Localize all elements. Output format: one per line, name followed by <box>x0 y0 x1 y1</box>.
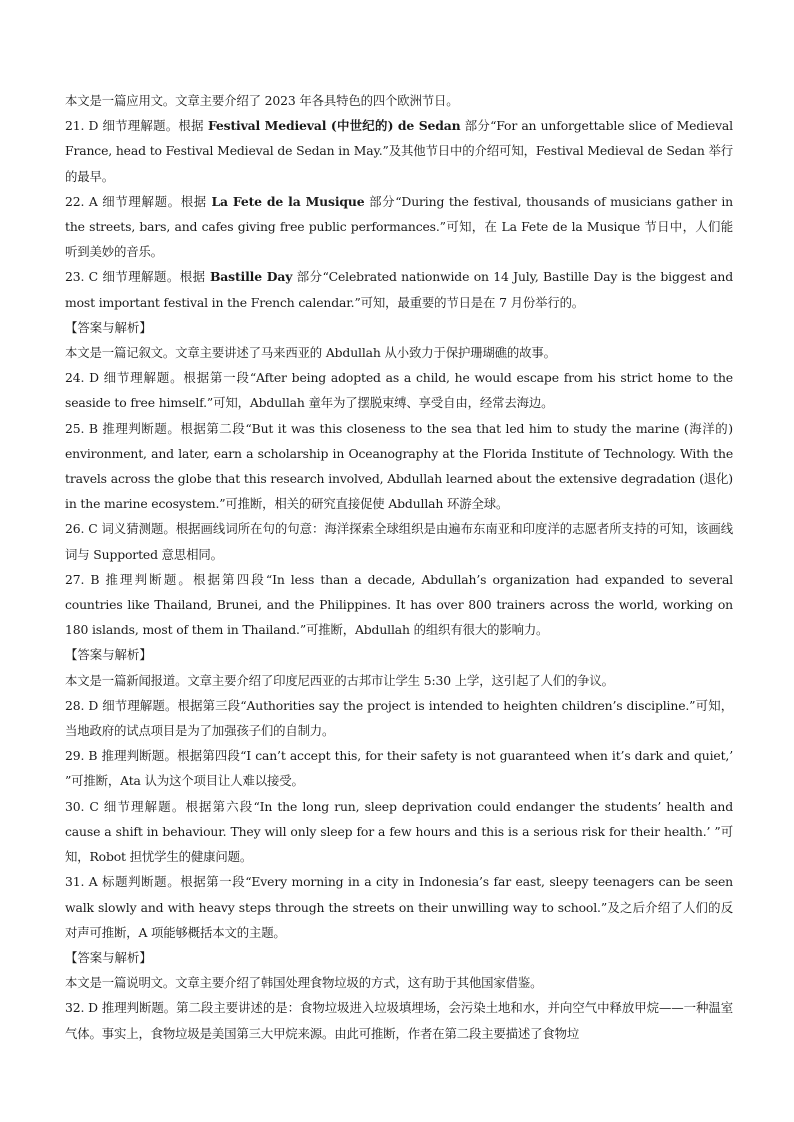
section-title-bold: La Fete de la Musique <box>211 193 365 209</box>
text-segment: 26. C 词义猜测题。根据画线词所在句的句意：海洋探索全球组织是由遍布东南亚和印度洋的志愿者所支持的可知，该画线词与 Supported 意思相同。 <box>65 521 733 562</box>
answer-paragraph <box>65 189 733 265</box>
text-segment: 31. A 标题判断题。根据第一段“Every morning in a city in Indonesia’s far east, sleepy teenagers can be seen walk slowly and with heavy steps through the streets on their unwilling way to school.”及之后介绍了人们的反对声可推断，A 项能够概括本文的主题。 <box>65 874 733 940</box>
text-segment: 本文是一篇记叙文。文章主要讲述了马来西亚的 Abdullah 从小致力于保护珊瑚礁的故事。 <box>65 345 556 361</box>
answer-paragraph <box>65 365 733 415</box>
section-heading <box>65 315 733 340</box>
answer-paragraph <box>65 693 733 743</box>
text-segment: 21. D 细节理解题。根据 <box>65 118 208 134</box>
text-segment: 本文是一篇应用文。文章主要介绍了 2023 年各具特色的四个欧洲节日。 <box>65 93 459 108</box>
text-segment: 本文是一篇说明文。文章主要介绍了韩国处理食物垃圾的方式，这有助于其他国家借鉴。 <box>65 975 543 991</box>
answer-paragraph <box>65 340 733 365</box>
answer-paragraph <box>65 264 733 314</box>
text-segment: 27. B 推理判断题。根据第四段“In less than a decade, Abdullah’s organization had expanded to several countries like Thailand, Brunei, and the Philippines. It has over 800 trainers across the world, working on 180 islands, most of them in Thailand.”可推断，Abdullah 的组织有很大的影响力。 <box>65 571 733 638</box>
answer-paragraph <box>65 794 733 870</box>
text-segment: 30. C 细节理解题。根据第六段“In the long run, sleep deprivation could endanger the students’ health and cause a shift in behaviour. They will only sleep for a few hours and this is a serious risk for their health.’ ”可知，Robot 担忧学生的健康问题。 <box>65 798 733 865</box>
section-title-bold: Festival Medieval (中世纪的) de Sedan <box>207 118 461 134</box>
text-segment: 【答案与解析】 <box>65 319 152 335</box>
section-heading <box>65 642 733 667</box>
text-segment: 32. D 推理判断题。第二段主要讲述的是：食物垃圾进入垃圾填埋场，会污染土地和水，并向空气中释放甲烷——一种温室气体。事实上，食物垃圾是美国第三大甲烷来源。由此可推断，作者在第二段主要描述了食物垃 <box>65 1000 733 1041</box>
answer-paragraph <box>65 113 733 189</box>
answer-paragraph <box>65 516 733 566</box>
text-segment: 【答案与解析】 <box>65 949 152 965</box>
text-segment: 部分“For an unforgettable slice of Medieval France, head to Festival Medieval de Sedan in May.”及其他节日中的介绍可知，Festival Medieval de Sedan 举行的最早。 <box>65 118 733 184</box>
text-segment: 28. D 细节理解题。根据第三段“Authorities say the project is intended to heighten children’s discipline.”可知，当地政府的试点项目是为了加强孩子们的自制力。 <box>65 697 733 739</box>
answer-paragraph <box>65 416 733 517</box>
answer-paragraph <box>65 869 733 945</box>
text-segment: 22. A 细节理解题。根据 <box>65 193 212 209</box>
text-segment: 24. D 细节理解题。根据第一段“After being adopted as a child, he would escape from his strict home to the seaside to free himself.”可知，Abdullah 童年为了摆脱束缚、享受自由，经常去海边。 <box>65 370 733 411</box>
answer-paragraph <box>65 567 733 643</box>
text-segment: 【答案与解析】 <box>65 647 152 663</box>
text-segment: 部分“During the festival, thousands of musicians gather in the streets, bars, and cafes giving free public performances.”可知，在 La Fete de la Musique 节日中，人们能听到美妙的音乐。 <box>65 193 733 260</box>
text-segment: 本文是一篇新闻报道。文章主要介绍了印度尼西亚的古邦市让学生 5:30 上学，这引起了人们的争议。 <box>65 672 614 688</box>
answer-explanation-page <box>65 88 733 1046</box>
text-segment: 25. B 推理判断题。根据第二段“But it was this closeness to the sea that led him to study the marine (海洋的) environment, and later, earn a scholarship in Oceanography at the Florida Institute of Technology. With the travels across the globe that this research involved, Abdullah learned about the extensive degradation (退化) in the marine ecosystem.”可推断，相关的研究直接促使 Abdullah 环游全球。 <box>65 420 733 512</box>
answer-paragraph <box>65 88 733 113</box>
answer-paragraph <box>65 995 733 1045</box>
answer-paragraph <box>65 970 733 995</box>
answer-paragraph <box>65 743 733 793</box>
text-segment: 29. B 推理判断题。根据第四段“I can’t accept this, for their safety is not guaranteed when it’s dark and quiet,’ ”可推断，Ata 认为这个项目让人难以接受。 <box>65 748 733 789</box>
text-segment: 23. C 细节理解题。根据 <box>65 269 210 285</box>
answer-paragraph <box>65 668 733 693</box>
text-segment: 部分“Celebrated nationwide on 14 July, Bastille Day is the biggest and most important festival in the French calendar.”可知，最重要的节日是在 7 月份举行的。 <box>65 269 733 310</box>
section-title-bold: Bastille Day <box>209 269 293 285</box>
section-heading <box>65 945 733 970</box>
